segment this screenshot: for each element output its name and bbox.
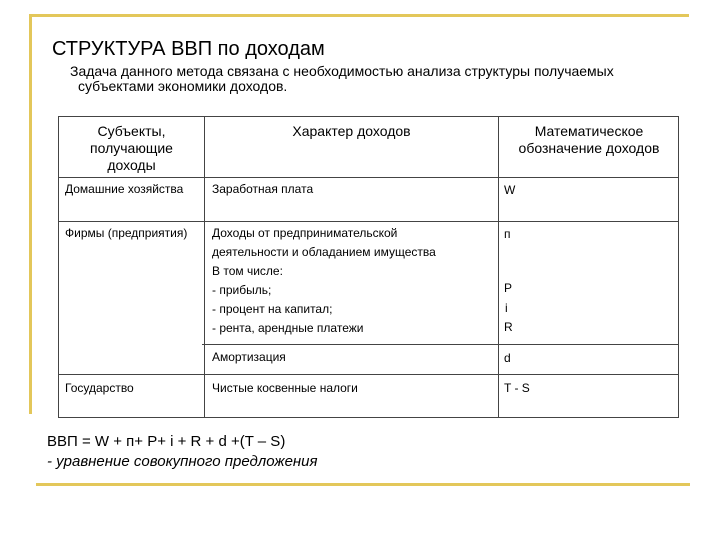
income-structure-table: [58, 116, 679, 418]
cell-symbol-business-income: п: [504, 227, 511, 241]
table-column-divider: [204, 117, 205, 417]
cell-income-depreciation: Амортизация: [212, 350, 286, 364]
formula-description: - уравнение совокупного предложения: [47, 453, 318, 470]
cell-subject-households: Домашние хозяйства: [65, 182, 184, 196]
slide-title: СТРУКТУРА ВВП по доходам: [52, 38, 325, 60]
table-row-divider: [59, 374, 678, 375]
gdp-formula: [47, 432, 318, 472]
table-row-divider: [202, 344, 678, 345]
cell-symbol-depreciation: d: [504, 351, 511, 365]
table-row-divider: [59, 221, 678, 222]
cell-income-business: Доходы от предпринимательской деятельности и обладанием имущества В том числе: - прибыль; - процент на капитал; - рента, арендные платежи: [212, 226, 436, 335]
table-header-divider: [59, 177, 678, 178]
accent-rule-top: [29, 14, 689, 17]
formula-equation: ВВП = W + п+ Р+ i + R + d +(T – S): [47, 433, 286, 450]
cell-symbol-taxes: T - S: [504, 381, 530, 395]
intro-line-1: Задача данного метода связана с необходимостью анализа структуры получаемых: [70, 63, 614, 79]
cell-symbol-profit: P: [504, 281, 513, 295]
header-notation: Математическое обозначение доходов: [518, 123, 660, 156]
table-column-divider: [498, 117, 499, 417]
intro-line-2: субъектами экономики доходов.: [78, 78, 288, 94]
accent-rule-vertical: [29, 14, 32, 414]
cell-subject-state: Государство: [65, 381, 134, 395]
accent-rule-bottom: [36, 483, 690, 486]
header-income-type: Характер доходов: [292, 123, 411, 139]
cell-income-indirect-taxes: Чистые косвенные налоги: [212, 381, 358, 395]
cell-symbol-rent: R: [504, 320, 513, 334]
header-subjects: Субъекты, получающие доходы: [90, 123, 173, 173]
cell-subject-firms: Фирмы (предприятия): [65, 226, 188, 240]
cell-symbol-interest: i: [505, 301, 508, 315]
cell-symbol-wages: W: [504, 183, 516, 197]
intro-text: [70, 64, 670, 94]
cell-income-wages: Заработная плата: [212, 182, 314, 196]
